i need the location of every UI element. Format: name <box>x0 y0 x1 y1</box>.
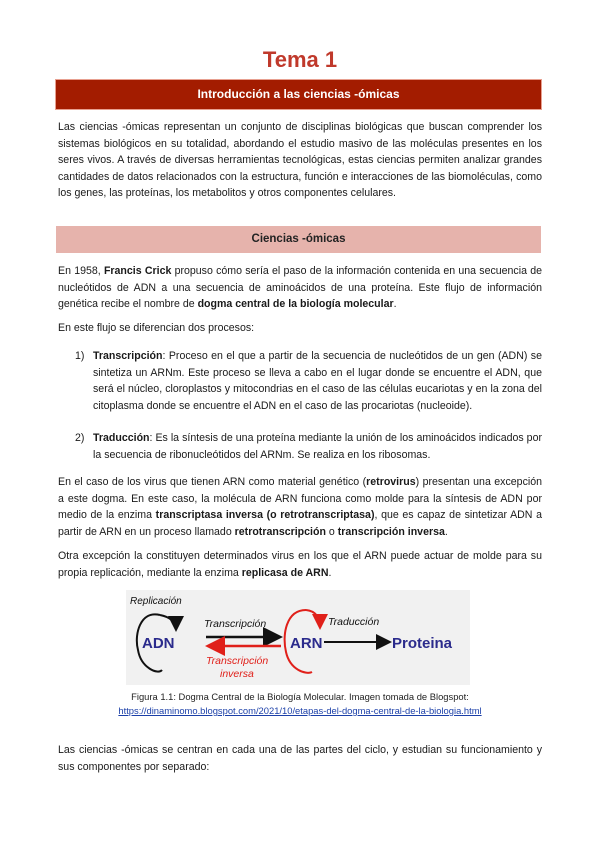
list-term: Traducción <box>93 432 150 444</box>
paragraph-replicasa: Otra excepción la constituyen determinados virus en los que el ARN puede actuar de molde para su propia replicación, mediante la enzima replicasa de ARN. <box>58 550 542 579</box>
paragraph-omics-cycle: Las ciencias -ómicas se centran en cada una de las partes del ciclo, y estudian su funcionamiento y sus componentes por separado: <box>58 744 542 773</box>
bold-francis-crick: Francis Crick <box>103 265 172 277</box>
label-transcripcion: Transcripción <box>204 618 267 630</box>
list-item-traduccion: 2) Traducción: Es la síntesis de una proteína mediante la unión de los aminoácidos indicados por la secuencia de ribonucleótidos del ARNm. Se realiza en los ribosomas. <box>75 432 542 461</box>
subsection-header: Ciencias -ómicas <box>56 226 541 253</box>
label-inversa: inversa <box>220 668 254 680</box>
figure-caption <box>58 690 542 718</box>
label-traduccion: Traducción <box>328 616 380 628</box>
list-term: Transcripción <box>93 350 163 362</box>
page-title: Tema 1 <box>262 47 338 72</box>
dogma-central-figure <box>126 590 470 685</box>
paragraph-two-processes: En este flujo se diferencian dos procesos: <box>58 322 255 334</box>
paragraph-dogma: En 1958, Francis Crick propuso cómo sería el paso de la información contenida en una secuencia de nucleótidos de ADN a una secuencia de aminoácidos de una proteína. Este flujo de información genética recibe el nombre de dogma central de la biología molecular. <box>58 265 542 311</box>
caption-text: Figura 1.1: Dogma Central de la Biología Molecular. Imagen tomada de Blogspot: <box>131 691 469 702</box>
list-item-transcripcion: 1) Transcripción: Proceso en el que a partir de la secuencia de nucleótidos de un gen (ADN) se sintetiza un ARNm. Este proceso se lleva a cabo en el lugar donde se encuentre el ADN, que será el núcleo, cloroplastos y mitocondrias en el caso de las células eucariotas y en la zona del citoplasma donde se encuentre el ADN en el caso de las procariotas (nucleoide). <box>75 350 542 412</box>
label-replicacion: Replicación <box>130 596 182 607</box>
node-adn: ADN <box>142 635 175 652</box>
caption-link[interactable]: https://dinaminomo.blogspot.com/2021/10/etapas-del-dogma-central-de-la-biologia.html <box>118 705 482 716</box>
dogma-diagram <box>126 590 470 685</box>
node-proteina: Proteina <box>392 635 453 652</box>
list-number: 2) <box>75 432 85 444</box>
list-number: 1) <box>75 350 85 362</box>
intro-paragraph: Las ciencias -ómicas representan un conjunto de disciplinas biológicas que buscan comprender los sistemas biológicos en su totalidad, abordando el estudio masivo de las moléculas presentes en los seres vivos. A través de diversas herramientas tecnológicas, estas ciencias permiten analizar grandes cantidades de datos relacionados con la estructura, función e interacciones de las biomoléculas, como los genes, las proteínas, los metabolitos y otros componentes celulares. <box>58 121 542 200</box>
section-header: Introducción a las ciencias -ómicas <box>56 80 541 109</box>
label-transcripcion-inversa: Transcripción <box>206 655 269 667</box>
node-arn: ARN <box>290 635 323 652</box>
paragraph-retrovirus: En el caso de los virus que tienen ARN como material genético (retrovirus) presentan una excepción a este dogma. En este caso, la molécula de ARN funciona como molde para la síntesis de ADN por medio de la enzima transcriptasa inversa (o retrotranscriptasa), que es capaz de sintetizar ADN a partir de ARN en un proceso llamado retrotranscripción o transcripción inversa. <box>58 476 543 538</box>
bold-dogma-central: dogma central de la biología molecular <box>197 298 394 311</box>
